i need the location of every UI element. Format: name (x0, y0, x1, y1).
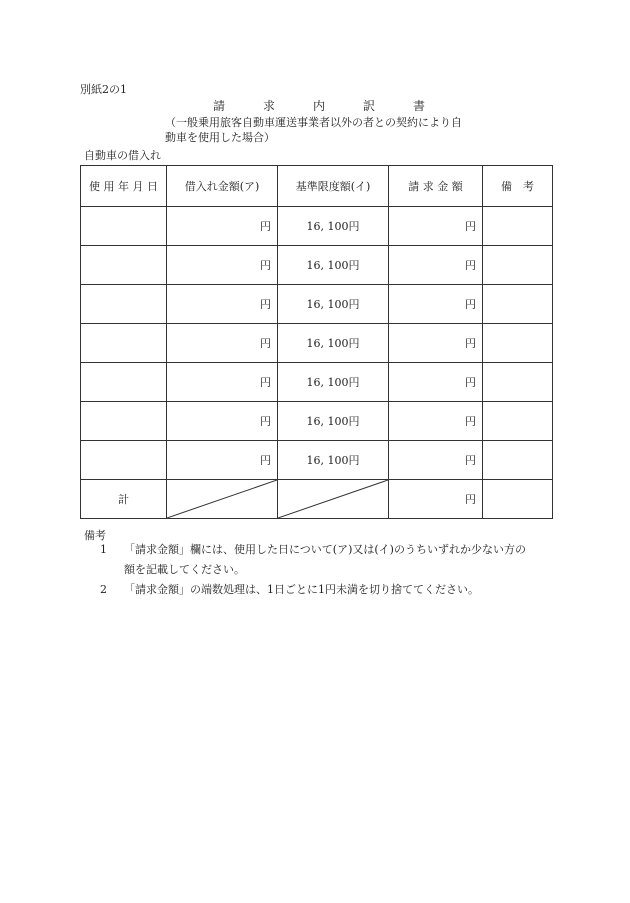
title-char: 内 (313, 99, 326, 113)
cell-rental[interactable]: 円 (167, 363, 278, 402)
cell-limit: 16, 100円 (278, 402, 389, 441)
cell-rental[interactable]: 円 (167, 441, 278, 480)
header-rental-amount: 借入れ金額(ア) (167, 166, 278, 207)
cell-limit: 16, 100円 (278, 285, 389, 324)
cell-claim[interactable]: 円 (389, 363, 483, 402)
cell-remarks[interactable] (483, 441, 553, 480)
note-number: 2 (100, 583, 107, 596)
cell-limit: 16, 100円 (278, 324, 389, 363)
cell-claim[interactable]: 円 (389, 246, 483, 285)
diagonal-cell (167, 480, 278, 519)
cell-date[interactable] (81, 324, 167, 363)
document-id: 別紙2の1 (80, 83, 127, 96)
cell-remarks[interactable] (483, 402, 553, 441)
total-remarks[interactable] (483, 480, 553, 519)
header-remarks: 備 考 (483, 166, 553, 207)
notes-heading: 備考 (84, 529, 106, 542)
total-row (81, 480, 553, 519)
cell-limit: 16, 100円 (278, 207, 389, 246)
page-title (213, 97, 425, 114)
cell-date[interactable] (81, 207, 167, 246)
cell-claim[interactable]: 円 (389, 207, 483, 246)
note-item (100, 580, 555, 600)
table-row (81, 246, 553, 285)
total-claim[interactable]: 円 (389, 480, 483, 519)
section-label: 自動車の借入れ (84, 149, 161, 162)
header-date: 使 用 年 月 日 (81, 166, 167, 207)
table-row (81, 324, 553, 363)
cell-date[interactable] (81, 246, 167, 285)
cell-limit: 16, 100円 (278, 441, 389, 480)
cell-date[interactable] (81, 363, 167, 402)
cell-rental[interactable]: 円 (167, 402, 278, 441)
header-claim-amount: 請 求 金 額 (389, 166, 483, 207)
cell-remarks[interactable] (483, 324, 553, 363)
cell-date[interactable] (81, 441, 167, 480)
cell-claim[interactable]: 円 (389, 441, 483, 480)
cell-claim[interactable]: 円 (389, 402, 483, 441)
table-row (81, 285, 553, 324)
note-text: 「請求金額」欄には、使用した日について(ア)又は(イ)のうちいずれか少ない方の (124, 543, 526, 556)
cell-date[interactable] (81, 285, 167, 324)
cell-date[interactable] (81, 402, 167, 441)
cell-limit: 16, 100円 (278, 363, 389, 402)
cell-rental[interactable]: 円 (167, 246, 278, 285)
note-number: 1 (100, 543, 107, 556)
table-row (81, 441, 553, 480)
cell-rental[interactable]: 円 (167, 324, 278, 363)
title-char: 訳 (363, 99, 376, 113)
page-subtitle: （一般乗用旅客自動車運送事業者以外の者との契約により自動車を使用した場合） (165, 116, 462, 144)
cell-remarks[interactable] (483, 285, 553, 324)
diagonal-line (278, 480, 388, 518)
diagonal-line (167, 480, 277, 518)
cell-remarks[interactable] (483, 207, 553, 246)
cell-claim[interactable]: 円 (389, 324, 483, 363)
note-text-continued: 額を記載してください。 (124, 563, 245, 576)
table-header-row (81, 166, 553, 207)
table-row (81, 363, 553, 402)
title-char: 書 (413, 99, 426, 113)
note-text: 「請求金額」の端数処理は、1日ごとに1円未満を切り捨ててください。 (124, 583, 479, 596)
cell-rental[interactable]: 円 (167, 207, 278, 246)
breakdown-table (80, 165, 553, 519)
cell-rental[interactable]: 円 (167, 285, 278, 324)
cell-remarks[interactable] (483, 363, 553, 402)
table-row (81, 402, 553, 441)
cell-limit: 16, 100円 (278, 246, 389, 285)
cell-remarks[interactable] (483, 246, 553, 285)
note-item (100, 540, 555, 580)
header-limit-amount: 基準限度額(イ) (278, 166, 389, 207)
table-row (81, 207, 553, 246)
cell-claim[interactable]: 円 (389, 285, 483, 324)
total-label: 計 (81, 480, 167, 519)
diagonal-cell (278, 480, 389, 519)
title-char: 求 (263, 99, 276, 113)
title-char: 請 (213, 99, 226, 113)
